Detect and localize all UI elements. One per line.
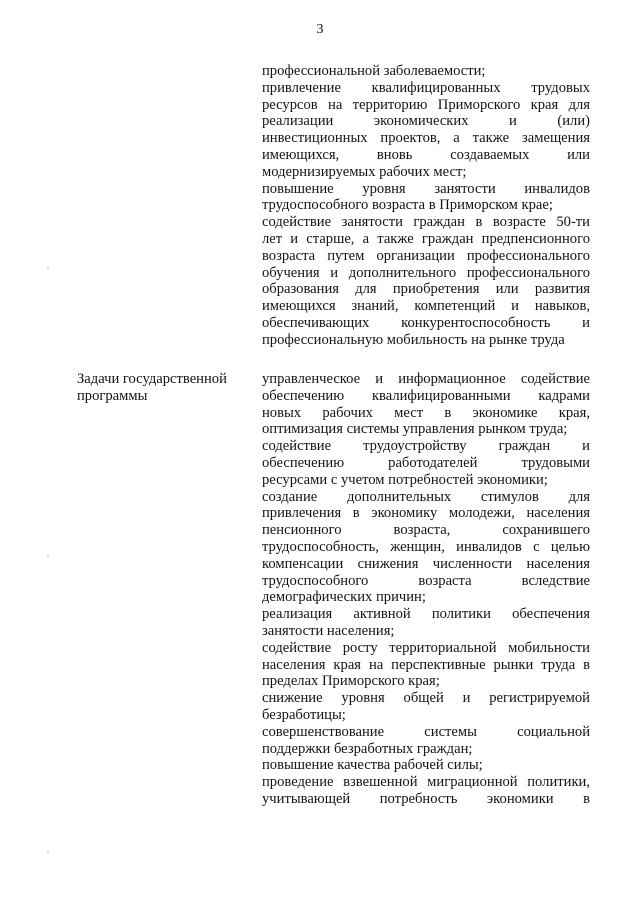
text-line: демографических причин; [262,589,426,606]
text-line: оптимизация системы управления рынком труда; [262,421,568,438]
text-line: пределах Приморского края; [262,673,440,690]
text-line: проведение взвешенной миграционной политики, [262,774,590,791]
text-line: компенсации снижения численности населения [262,555,590,572]
text-line: образования для приобретения или развития [262,281,590,298]
text-line: реализация активной политики обеспечения [262,606,590,623]
text-line: учитывающей потребность экономики в [262,790,590,807]
label-line: Задачи государственной [77,371,227,387]
text-line: инвестиционных проектов, а также замещения [262,130,590,147]
text-line: ресурсами с учетом потребностей экономики; [262,471,548,488]
text-line: совершенствование системы социальной [262,723,590,740]
text-line: поддержки безработных граждан; [262,740,473,757]
text-line: содействие трудоустройству граждан и [262,438,590,455]
text-line: безработицы; [262,706,346,723]
text-line: создание дополнительных стимулов для [262,488,590,505]
text-line: обеспечению квалифицированными кадрами [262,387,590,404]
text-line: имеющихся знаний, компетенций и навыков, [262,298,590,315]
text-line: населения края на перспективные рынки труда в [262,656,590,673]
scan-mark [47,268,49,269]
text-line: имеющихся, вновь создаваемых или [262,146,590,163]
text-line: трудоспособного возраста в Приморском крае; [262,197,553,214]
text-line: повышение уровня занятости инвалидов [262,180,590,197]
text-line: профессиональную мобильность на рынке труда [262,331,565,348]
tasks-text [262,371,590,808]
text-line: содействие занятости граждан в возрасте 50-ти [262,214,590,231]
label-line: программы [77,387,148,404]
text-line: профессиональной заболеваемости; [262,63,486,79]
text-line: пенсионного возраста, сохранившего [262,522,590,539]
text-line: привлечения в экономику молодежи, населения [262,505,590,522]
text-line: управленческое и информационное содействие [262,371,590,387]
text-line: новых рабочих мест в экономике края, [262,404,590,421]
text-line: лет и старше, а также граждан предпенсионного [262,230,590,247]
scan-mark [47,556,49,557]
goals-continuation-text [262,63,590,349]
page-number: 3 [316,22,324,37]
text-line: содействие росту территориальной мобильности [262,639,590,656]
text-line: обеспечивающих конкурентоспособность и [262,314,590,331]
text-line: модернизируемых рабочих мест; [262,163,467,180]
text-line: реализации экономических и (или) [262,113,590,130]
tasks-label [77,371,249,405]
text-line: возраста путем организации профессионального [262,247,590,264]
scan-mark [47,851,49,852]
text-line: снижение уровня общей и регистрируемой [262,690,590,707]
text-line: обучения и дополнительного профессионального [262,264,590,281]
text-line: трудоспособного возраста вследствие [262,572,590,589]
text-line: трудоспособность, женщин, инвалидов с целью [262,538,590,555]
text-line: ресурсов на территорию Приморского края для [262,96,590,113]
text-line: повышение качества рабочей силы; [262,757,483,774]
text-line: привлечение квалифицированных трудовых [262,79,590,96]
text-line: занятости населения; [262,622,395,639]
text-line: обеспечению работодателей трудовыми [262,454,590,471]
